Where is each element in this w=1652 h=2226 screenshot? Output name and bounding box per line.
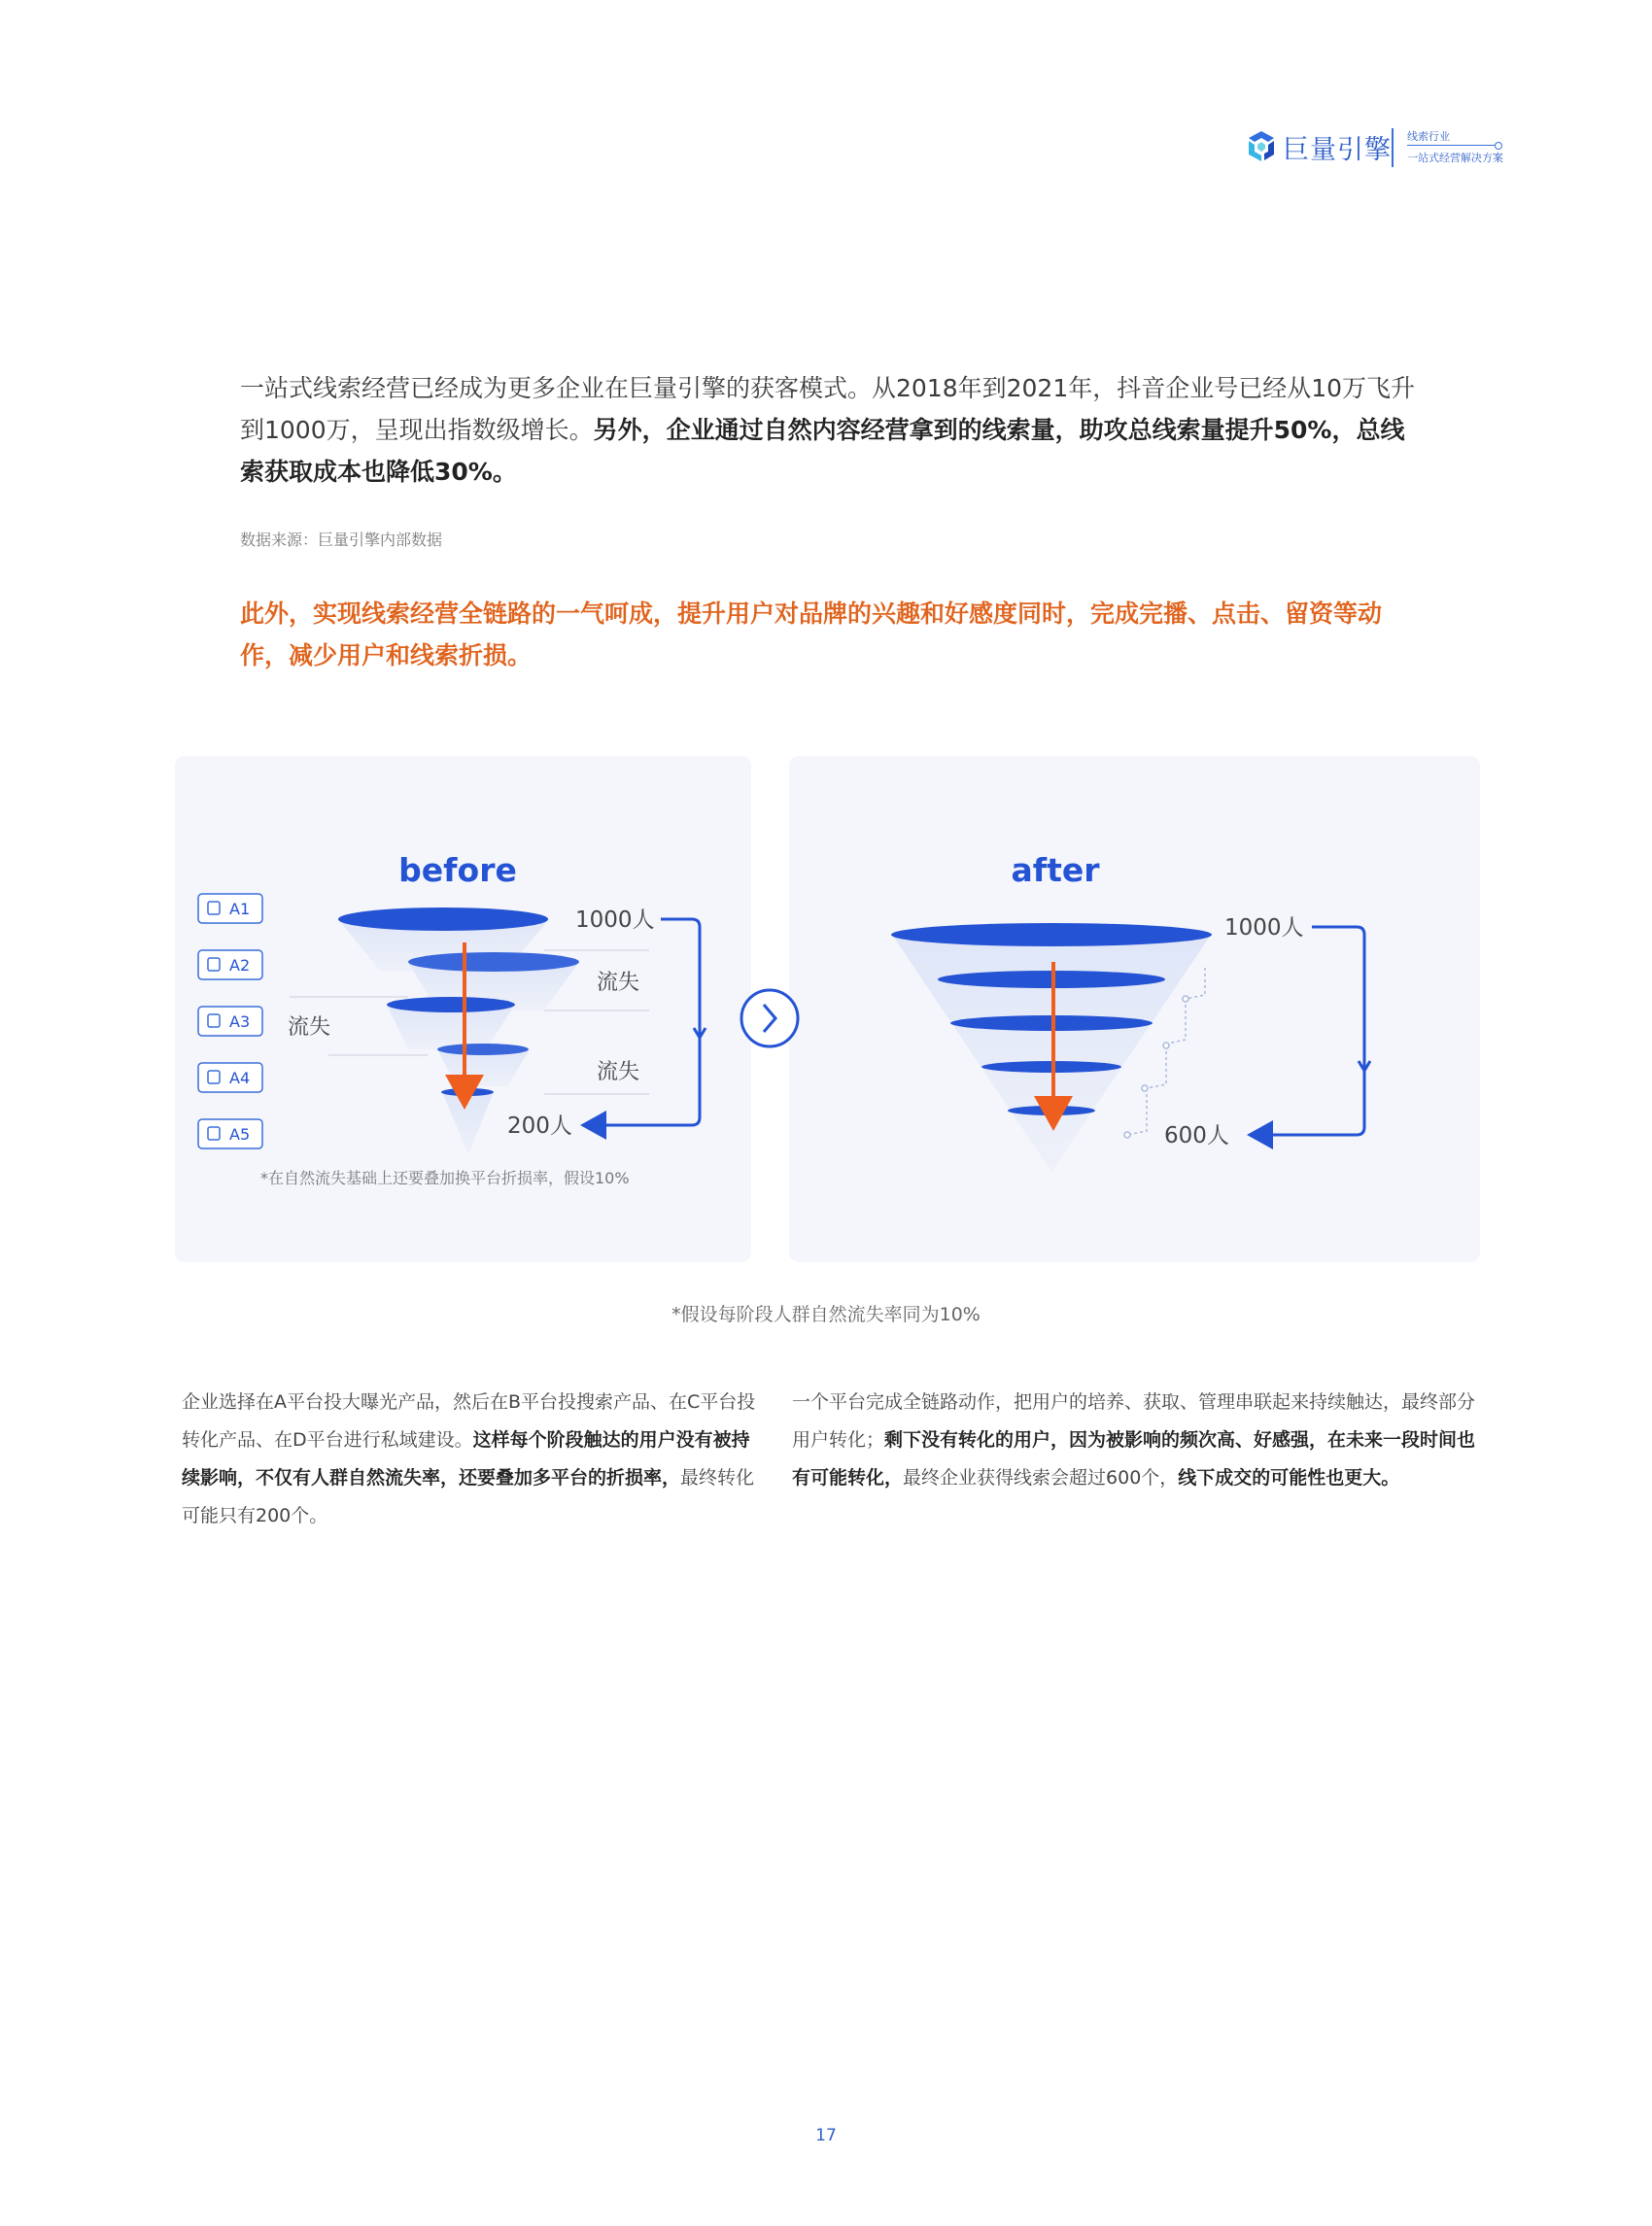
platform-badge — [198, 1063, 262, 1092]
next-chevron-icon — [741, 990, 798, 1046]
before-title: before — [398, 851, 517, 889]
figure-caption: *假设每阶段人群自然流失率同为10% — [671, 1304, 981, 1325]
platform-badge — [198, 1007, 262, 1036]
before-note: *在自然流失基础上还要叠加换平台折损率，假设10% — [260, 1169, 630, 1187]
before-loss-right-1: 流失 — [597, 971, 640, 995]
platform-badge — [198, 1119, 262, 1148]
after-bottom-label: 600人 — [1164, 1123, 1229, 1148]
platform-label: A5 — [229, 1125, 251, 1144]
logo-tag-line1: 线索行业 — [1407, 130, 1450, 143]
platform-label: A4 — [229, 1069, 251, 1087]
data-source: 数据来源：巨量引擎内部数据 — [240, 531, 443, 549]
before-bottom-label: 200人 — [507, 1113, 572, 1139]
intro-paragraph — [240, 367, 1426, 493]
right-col-bold-2: 线下成交的可能性也更大。 — [1178, 1467, 1400, 1489]
before-loss-left: 流失 — [288, 1015, 331, 1040]
right-col-text-1: 一个平台完成全链路动作，把用户的培养、获取、管理串联起来持续触达，最终部分用户转化； — [792, 1391, 1476, 1451]
platform-label: A1 — [229, 900, 251, 918]
right-column-text — [792, 1384, 1492, 1497]
brand-logo-icon — [1244, 128, 1279, 163]
brand-name: 巨量引擎 — [1283, 135, 1392, 165]
platform-badge — [198, 894, 262, 923]
before-top-label: 1000人 — [575, 908, 655, 933]
platform-badge — [198, 950, 262, 979]
brand-logo — [1244, 124, 1516, 171]
before-loss-right-2: 流失 — [597, 1060, 640, 1084]
platform-label: A3 — [229, 1012, 251, 1031]
left-col-text-1: 企业选择在A平台投大曝光产品，然后在B平台投搜索产品、在C平台投转化产品、在D平台进行私域建设。 — [182, 1391, 756, 1451]
logo-tag-rule — [1407, 145, 1497, 146]
right-col-bold-1: 剩下没有转化的用户，因为被影响的频次高、好感强，在未来一段时间也有可能转化， — [792, 1429, 1476, 1489]
highlight-paragraph: 此外，实现线索经营全链路的一气呵成，提升用户对品牌的兴趣和好感度同时，完成完播、点击、留资等动作，减少用户和线索折损。 — [240, 599, 1383, 669]
after-top-label: 1000人 — [1224, 915, 1304, 941]
logo-divider — [1392, 128, 1394, 167]
page-number: 17 — [815, 2126, 837, 2145]
left-col-text-2: 最终转化可能只有200个。 — [182, 1467, 755, 1526]
after-title: after — [1011, 851, 1100, 889]
left-column-text — [182, 1384, 760, 1535]
right-col-text-2: 最终企业获得线索会超过600个， — [903, 1467, 1179, 1489]
logo-tag-line2: 一站式经营解决方案 — [1407, 152, 1503, 164]
intro-text: 一站式线索经营已经成为更多企业在巨量引擎的获客模式。从2018年到2021年，抖音企业号已经从10万飞升到1000万，呈现出指数级增长。 — [240, 374, 1416, 444]
intro-bold-text: 另外，企业通过自然内容经营拿到的线索量，助攻总线索量提升50%，总线索获取成本也降低30%。 — [240, 416, 1405, 486]
logo-tag-dot — [1495, 142, 1502, 150]
platform-label: A2 — [229, 956, 251, 975]
left-col-bold: 这样每个阶段触达的用户没有被持续影响，不仅有人群自然流失率，还要叠加多平台的折损率， — [182, 1429, 750, 1489]
